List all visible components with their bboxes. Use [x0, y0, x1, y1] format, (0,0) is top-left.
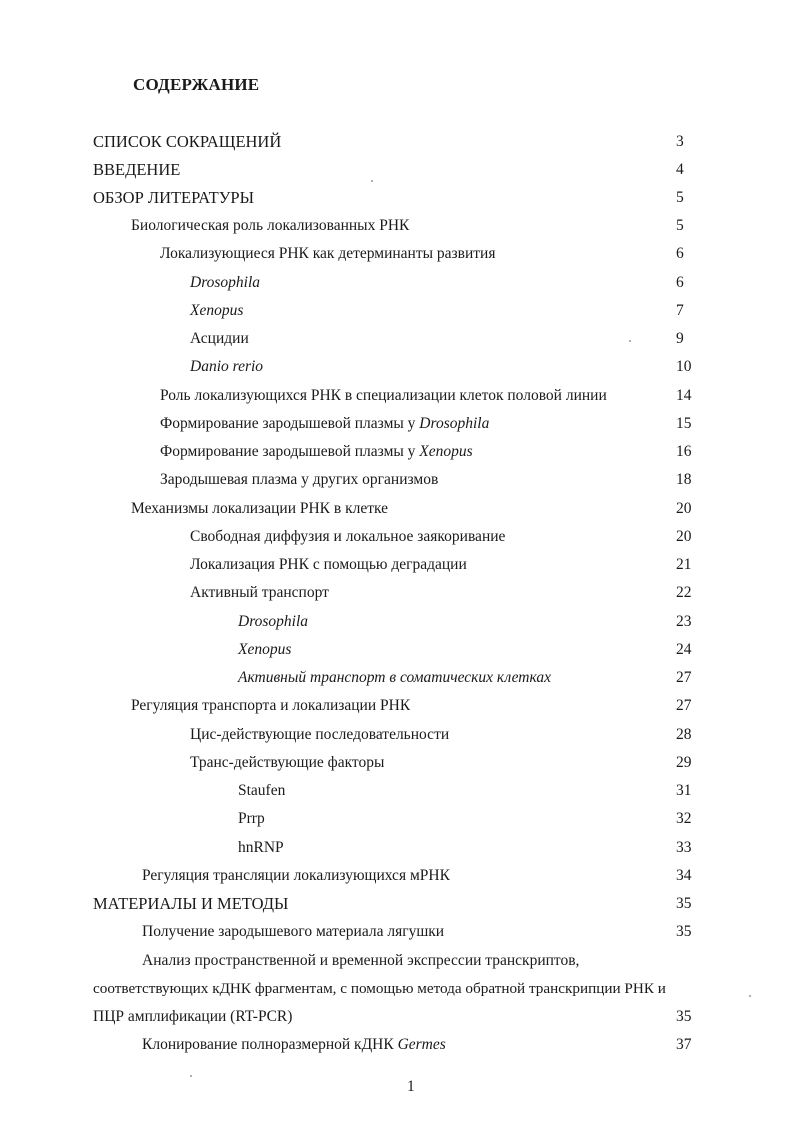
toc-entry-label: Drosophila [238, 613, 309, 630]
toc-entry-page: 24 [676, 641, 692, 658]
toc-entry-label: Транс-действующие факторы [190, 754, 385, 771]
toc-entry-label: Получение зародышевого материала лягушки [142, 923, 445, 940]
toc-entry-label: Формирование зародышевой плазмы у Xenopus [160, 443, 473, 460]
toc-entry-page: 7 [676, 302, 684, 319]
toc-entry-last-line [0, 1005, 792, 1029]
toc-entry [0, 186, 792, 210]
toc-entry [0, 836, 792, 860]
scan-speck [190, 1075, 192, 1077]
toc-entry-page: 29 [676, 754, 692, 771]
page-number: 1 [407, 1078, 415, 1095]
toc-entry [0, 440, 792, 464]
toc-entry-page: 35 [676, 923, 692, 940]
page-title: СОДЕРЖАНИЕ [133, 75, 260, 94]
toc-entry-page: 35 [676, 1008, 692, 1025]
toc-entry [0, 299, 792, 323]
toc-entry-label: Активный транспорт [190, 584, 329, 601]
toc-entry-page: 22 [676, 584, 692, 601]
toc-entry [0, 751, 792, 775]
toc-entry-label: ВВЕДЕНИЕ [93, 160, 181, 179]
toc-entry-page: 20 [676, 500, 692, 517]
toc-entry-label: Регуляция транспорта и локализации РНК [131, 697, 411, 714]
toc-entry-page: 3 [676, 133, 684, 150]
toc-entry [0, 610, 792, 634]
toc-entry [0, 242, 792, 266]
toc-entry [0, 384, 792, 408]
toc-entry-page: 27 [676, 669, 692, 686]
toc-entry-label: Формирование зародышевой плазмы у Drosophila [160, 415, 490, 432]
toc-entry-page: 35 [676, 895, 692, 912]
toc-entry-label: Локализующиеся РНК как детерминанты развития [160, 245, 496, 262]
toc-entry-label: Асцидии [190, 330, 249, 347]
toc-entry-label: МАТЕРИАЛЫ И МЕТОДЫ [93, 894, 289, 913]
toc-entry-label: Биологическая роль локализованных РНК [131, 217, 410, 234]
toc-entry-page: 37 [676, 1036, 692, 1053]
toc-entry-label-line: соответствующих кДНК фрагментам, с помощью метода обратной транскрипции РНК и [93, 980, 666, 997]
toc-entry [0, 271, 792, 295]
toc-entry-label: Зародышевая плазма у других организмов [160, 471, 439, 488]
toc-entry [0, 497, 792, 521]
toc-entry-page: 14 [676, 387, 692, 404]
toc-entry-label: Регуляция трансляции локализующихся мРНК [142, 867, 450, 884]
toc-entry-label: Локализация РНК с помощью деградации [190, 556, 467, 573]
toc-entry-label: Свободная диффузия и локальное заякоривание [190, 528, 506, 545]
toc-entry-page: 31 [676, 782, 692, 799]
toc-entry [0, 864, 792, 888]
toc-entry [0, 779, 792, 803]
toc-entry-label: ОБЗОР ЛИТЕРАТУРЫ [93, 188, 254, 207]
toc-entry [0, 666, 792, 690]
toc-entry-label: hnRNP [238, 839, 284, 856]
toc-entry-label: Xenopus [238, 641, 292, 658]
toc-entry-page: 9 [676, 330, 684, 347]
toc-entry-page: 18 [676, 471, 692, 488]
scan-speck [371, 180, 373, 182]
toc-entry [0, 468, 792, 492]
toc-entry-page: 21 [676, 556, 692, 573]
toc-entry [0, 158, 792, 182]
toc-entry-label: Drosophila [190, 274, 261, 291]
toc-entry-page: 33 [676, 839, 692, 856]
toc-entry-label: Механизмы локализации РНК в клетке [131, 500, 389, 517]
toc-entry [0, 214, 792, 238]
toc-entry [0, 581, 792, 605]
toc-entry-label: Клонирование полноразмерной кДНК Germes [142, 1036, 446, 1053]
toc-entry [0, 553, 792, 577]
toc-entry-label: Xenopus [190, 302, 244, 319]
toc-entry-page: 5 [676, 217, 684, 234]
toc-entry-label-line: ПЦР амплификации (RT-PCR) [93, 1008, 293, 1025]
toc-entry-page: 28 [676, 726, 692, 743]
toc-entry-page: 6 [676, 245, 684, 262]
toc-entry-page: 16 [676, 443, 692, 460]
toc-entry [0, 694, 792, 718]
scan-speck [749, 995, 751, 997]
toc-entry [0, 327, 792, 351]
toc-entry-label: Активный транспорт в соматических клетках [238, 669, 551, 686]
toc-entry [0, 723, 792, 747]
toc-entry [0, 920, 792, 944]
toc-entry-label: Danio rerio [190, 358, 264, 375]
toc-entry-label: СПИСОК СОКРАЩЕНИЙ [93, 132, 282, 151]
toc-entry-page: 27 [676, 697, 692, 714]
toc-entry-page: 15 [676, 415, 692, 432]
toc-entry-label-line: Анализ пространственной и временной экспрессии транскриптов, [142, 952, 580, 969]
toc-entry-page: 23 [676, 613, 692, 630]
toc-entry-page: 4 [676, 161, 684, 178]
toc-entry [0, 130, 792, 154]
toc-entry-label: Роль локализующихся РНК в специализации клеток половой линии [160, 387, 607, 404]
scan-speck [629, 340, 631, 342]
toc-entry [0, 892, 792, 916]
toc-entry [0, 638, 792, 662]
toc-entry-label: Staufen [238, 782, 286, 799]
toc-entry [0, 412, 792, 436]
toc-entry [0, 355, 792, 379]
toc-entry-label: Prrp [238, 810, 265, 827]
toc-entry-page: 20 [676, 528, 692, 545]
toc-entry-page: 5 [676, 189, 684, 206]
toc-entry [0, 525, 792, 549]
toc-entry-page: 32 [676, 810, 692, 827]
toc-entry [0, 1033, 792, 1057]
toc-entry-page: 34 [676, 867, 692, 884]
toc-entry [0, 807, 792, 831]
toc-entry-page: 6 [676, 274, 684, 291]
toc-entry-label: Цис-действующие последовательности [190, 726, 450, 743]
toc-entry-page: 10 [676, 358, 692, 375]
